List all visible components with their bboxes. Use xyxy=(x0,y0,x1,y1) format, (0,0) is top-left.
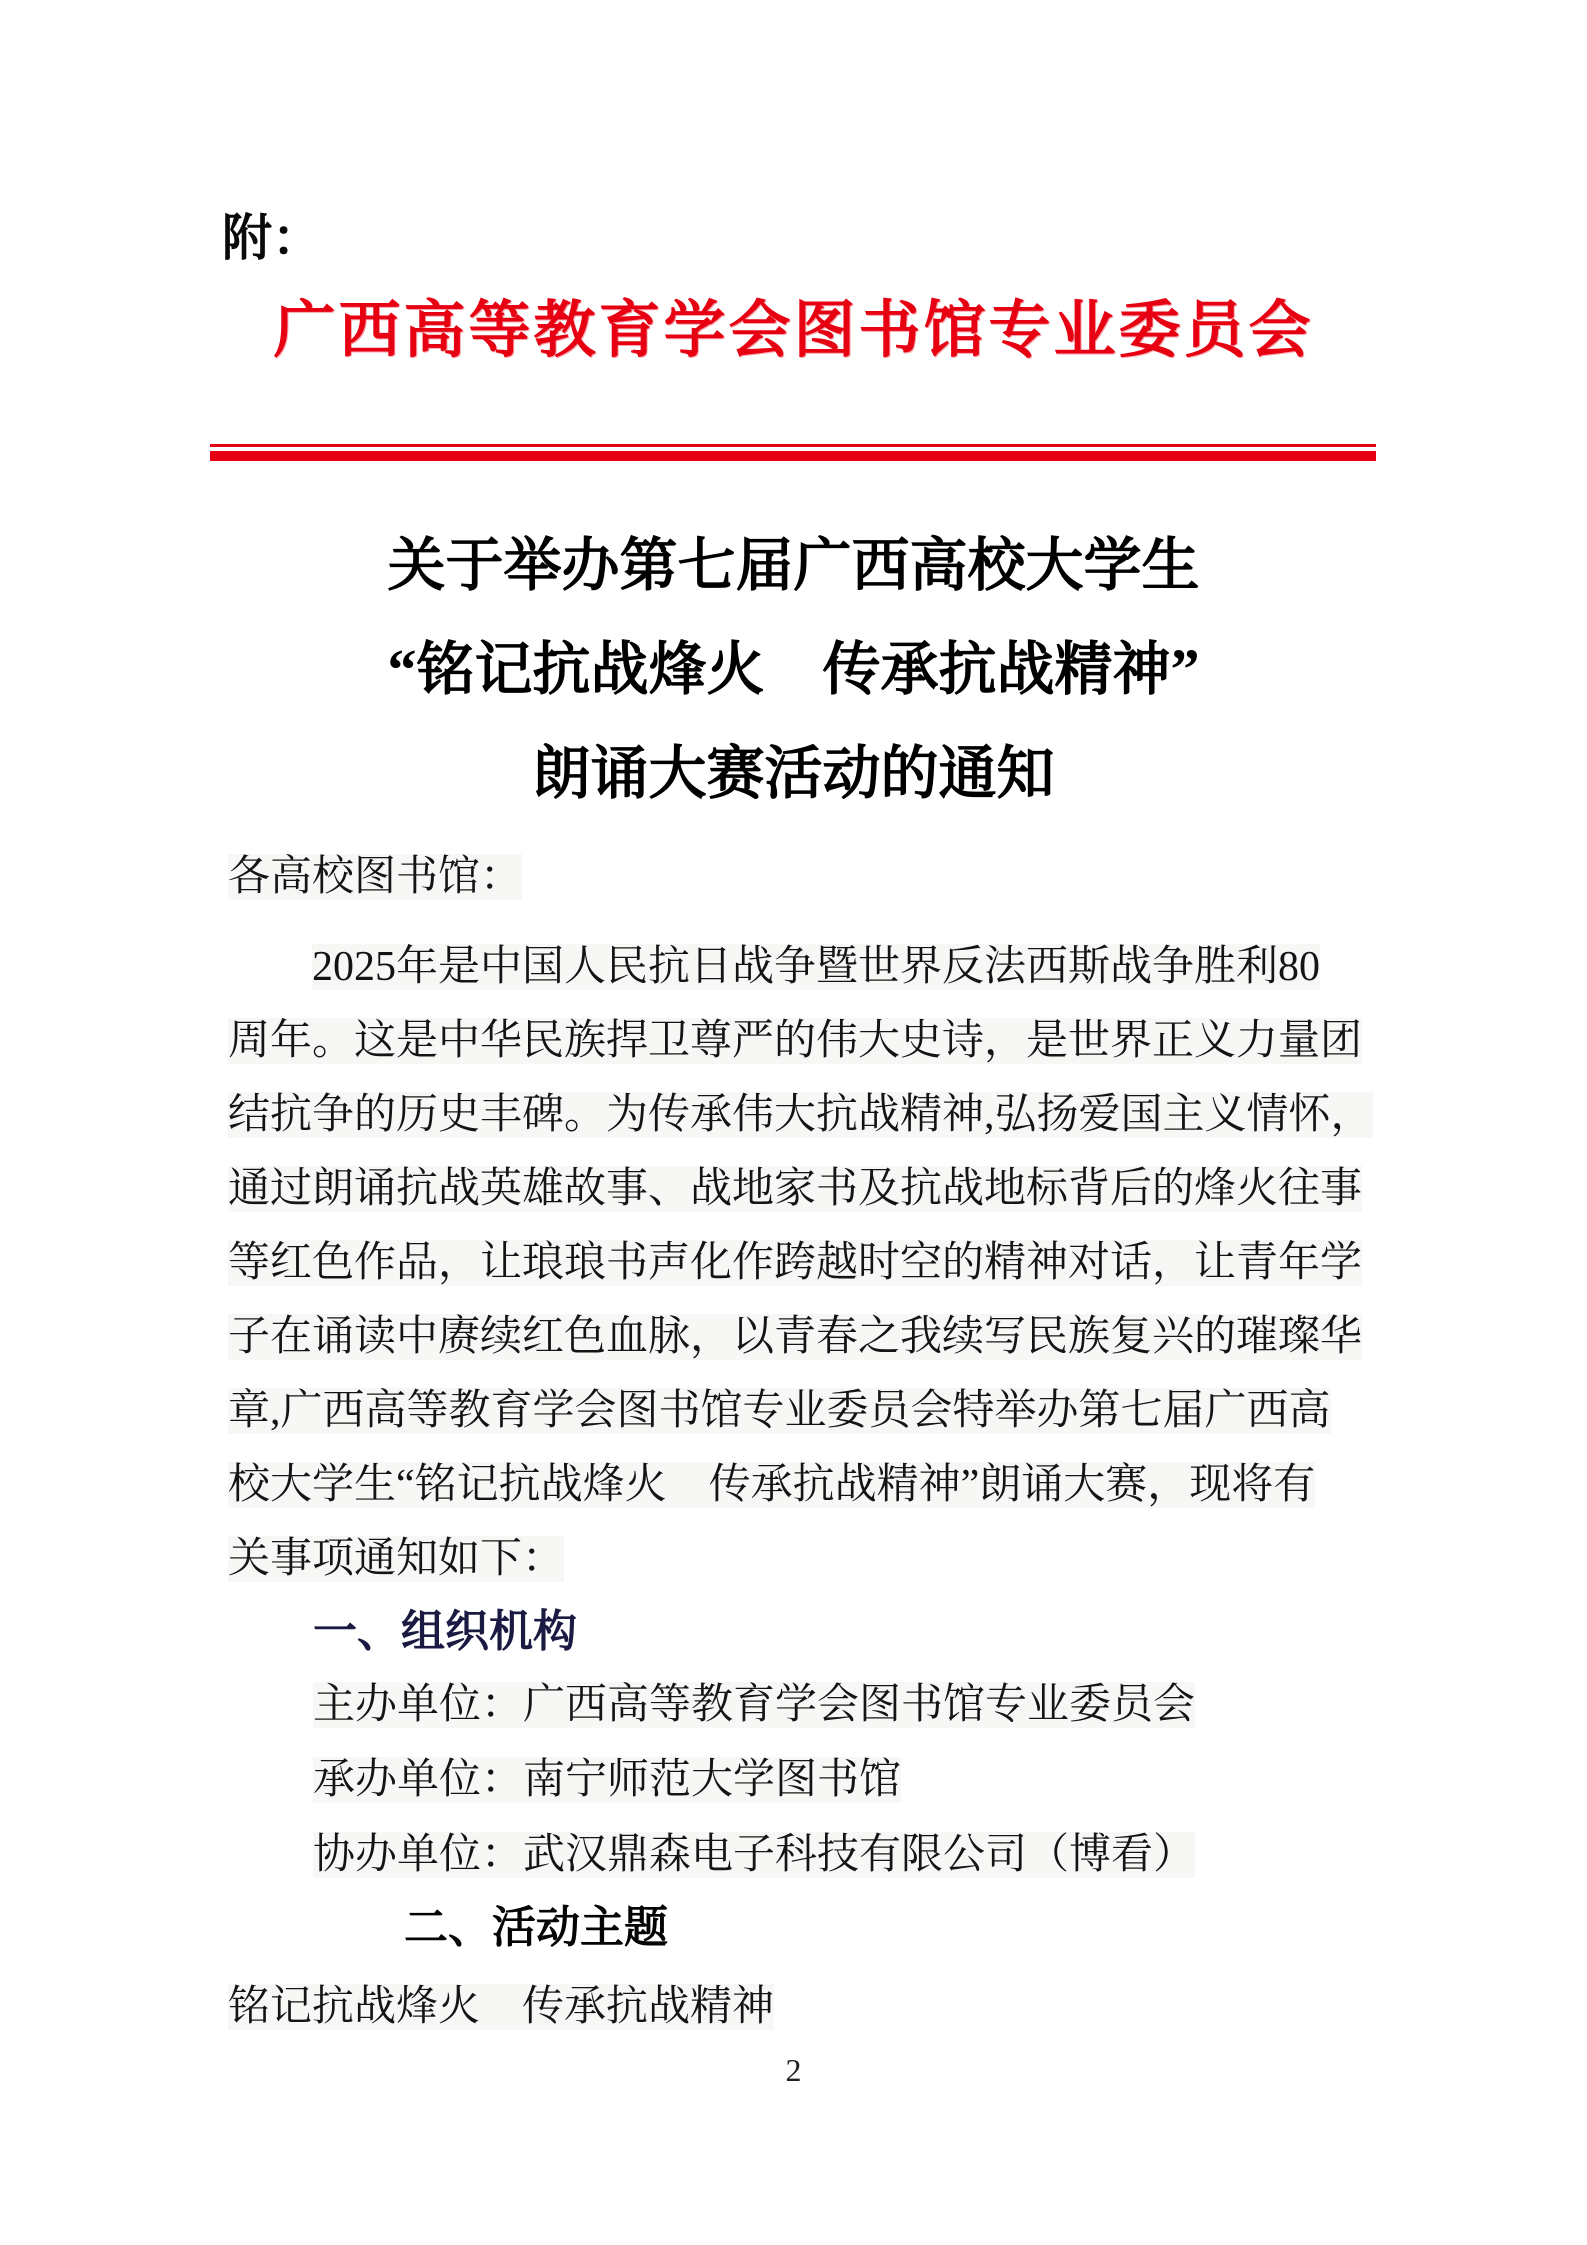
letterhead-divider xyxy=(210,444,1376,461)
organizer-item-host xyxy=(313,1678,1195,1733)
notice-title-line-1: 关于举办第七届广西高校大学生 xyxy=(387,533,1200,598)
notice-title-line-2: “铭记抗战烽火 传承抗战精神” xyxy=(387,637,1200,702)
page-number: 2 xyxy=(785,2052,802,2088)
notice-title-line-3: 朗诵大赛活动的通知 xyxy=(532,741,1055,806)
section-heading-organization: 一、组织机构 xyxy=(313,1607,577,1656)
body-line-text: 校大学生“铭记抗战烽火 传承抗战精神”朗诵大赛，现将有 xyxy=(228,1462,1316,1508)
organizer-item-text: 协办单位：武汉鼎森电子科技有限公司（博看） xyxy=(313,1832,1196,1878)
activity-theme xyxy=(228,1980,774,2035)
salutation-text: 各高校图书馆： xyxy=(228,854,523,900)
organizer-item-text: 承办单位：南宁师范大学图书馆 xyxy=(313,1757,902,1803)
organizer-item-coorganizer xyxy=(313,1828,1195,1883)
body-line xyxy=(228,1448,1408,1522)
body-line-text: 通过朗诵抗战英雄故事、战地家书及抗战地标背后的烽火往事 xyxy=(228,1166,1363,1212)
body-line xyxy=(228,1374,1408,1448)
body-line-text: 关事项通知如下： xyxy=(228,1536,565,1582)
body-line-text: 章,广西高等教育学会图书馆专业委员会特举办第七届广西高 xyxy=(228,1388,1331,1434)
body-line-text: 等红色作品，让琅琅书声化作跨越时空的精神对话，让青年学 xyxy=(228,1240,1363,1286)
body-line xyxy=(228,1152,1408,1226)
body-line-text: 2025年是中国人民抗日战争暨世界反法西斯战争胜利80 xyxy=(312,944,1321,990)
divider-thick-line xyxy=(210,451,1376,461)
body-line-text: 周年。这是中华民族捍卫尊严的伟大史诗，是世界正义力量团 xyxy=(228,1018,1363,1064)
body-paragraph xyxy=(228,930,1408,1596)
attachment-label: 附： xyxy=(222,210,322,266)
body-line xyxy=(228,1226,1408,1300)
section-heading-theme: 二、活动主题 xyxy=(404,1903,668,1952)
notice-title xyxy=(0,514,1587,826)
body-line xyxy=(228,1078,1408,1152)
activity-theme-text: 铭记抗战烽火 传承抗战精神 xyxy=(228,1984,775,2030)
letterhead-org-name: 广西高等教育学会图书馆专业委员会 xyxy=(273,297,1314,365)
body-line xyxy=(228,1300,1408,1374)
body-line-text: 结抗争的历史丰碑。为传承伟大抗战精神,弘扬爱国主义情怀， xyxy=(228,1092,1373,1138)
salutation xyxy=(228,850,522,905)
body-line xyxy=(228,1004,1408,1078)
body-line-text: 子在诵读中赓续红色血脉，以青春之我续写民族复兴的璀璨华 xyxy=(228,1314,1363,1360)
body-line xyxy=(228,1522,1408,1596)
body-line xyxy=(228,930,1408,1004)
organizer-item-undertaker xyxy=(313,1753,901,1808)
organizer-item-text: 主办单位：广西高等教育学会图书馆专业委员会 xyxy=(313,1682,1196,1728)
